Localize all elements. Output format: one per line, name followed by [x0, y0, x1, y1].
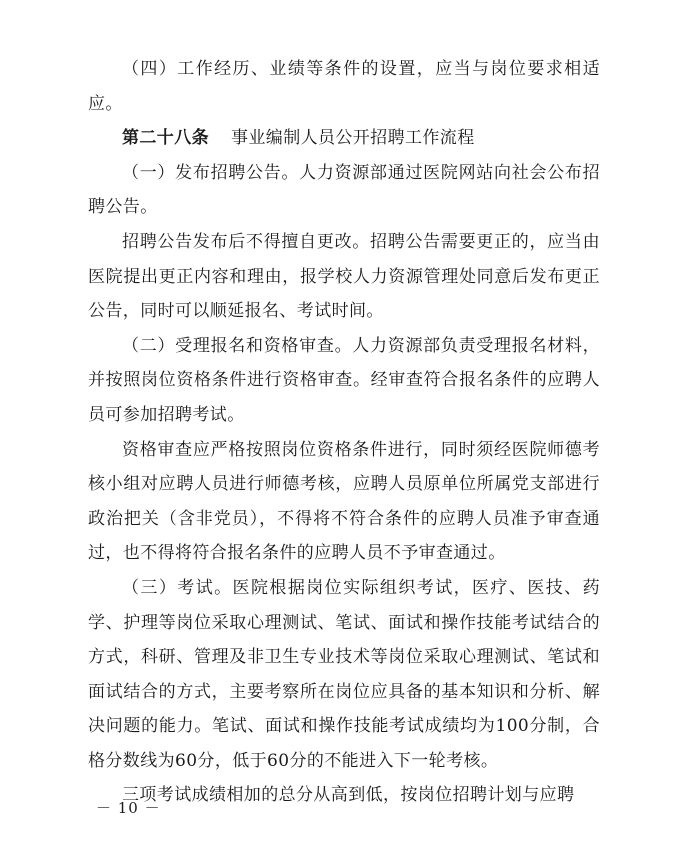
page-number: － 10 －	[96, 799, 161, 817]
article-title: 事业编制人员公开招聘工作流程	[231, 128, 475, 149]
article-heading	[88, 121, 600, 156]
paragraph-total-score: 三项考试成绩相加的总分从高到低，按岗位招聘计划与应聘	[122, 785, 575, 806]
paragraph-announcement-correction: 招聘公告发布后不得擅自更改。招聘公告需要更正的，应当由医院提出更正内容和理由，报学校人力资源管理处同意后发布更正公告，同时可以顺延报名、考试时间。	[88, 231, 600, 322]
document-body	[88, 52, 600, 813]
paragraph-registration-review: （二）受理报名和资格审查。人力资源部负责受理报名材料，并按照岗位资格条件进行资格审查。经审查符合报名条件的应聘人员可参加招聘考试。	[88, 335, 600, 425]
article-number: 第二十八条	[122, 128, 209, 149]
paragraph-publish-announcement: （一）发布招聘公告。人力资源部通过医院网站向社会公布招聘公告。	[88, 162, 600, 218]
paragraph-work-experience-condition: （四）工作经历、业绩等条件的设置，应当与岗位要求相适应。	[88, 59, 600, 114]
paragraph-qualification-review-rules: 资格审查应严格按照岗位资格条件进行，同时须经医院师德考核小组对应聘人员进行师德考核，应聘人员原单位所属党支部进行政治把关（含非党员），不得将不符合条件的应聘人员准予审查通过，也不得将符合报名条件的应聘人员不予审查通过。	[88, 439, 600, 564]
paragraph-examination: （三）考试。医院根据岗位实际组织考试，医疗、医技、药学、护理等岗位采取心理测试、笔试、面试和操作技能考试结合的方式，科研、管理及非卫生专业技术等岗位采取心理测试、笔试和面试结合的方式，主要考察所在岗位应具备的基本知识和分析、解决问题的能力。笔试、面试和操作技能考试成绩均为100分制，合格分数线为60分，低于60分的不能进入下一轮考核。	[88, 577, 600, 771]
